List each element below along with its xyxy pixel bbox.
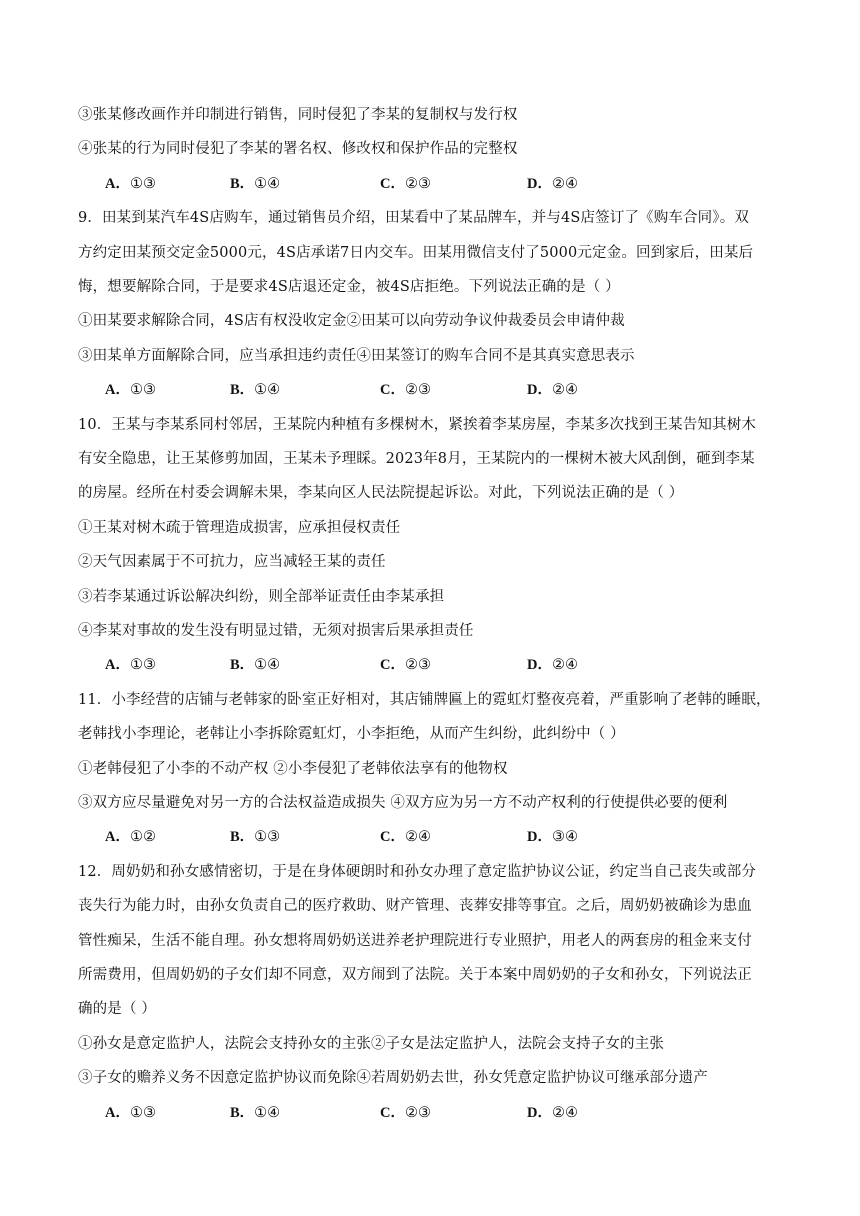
option-letter: B． [230, 176, 255, 192]
option-value: ③④ [551, 829, 578, 845]
option-value: ②③ [404, 657, 431, 673]
answer-option[interactable] [527, 380, 578, 400]
answer-options-row [78, 827, 778, 847]
option-letter: A． [105, 1105, 130, 1121]
option-letter: C． [380, 657, 405, 673]
question-text-line: ④李某对事故的发生没有明显过错，无须对损害后果承担责任 [78, 623, 474, 639]
option-letter: B． [230, 382, 255, 398]
option-value: ①④ [254, 1105, 281, 1121]
answer-option[interactable] [230, 380, 280, 400]
question-text-line: ①老韩侵犯了小李的不动产权 ②小李侵犯了老韩依法享有的他物权 [78, 761, 508, 777]
answer-option[interactable] [105, 1103, 156, 1123]
option-value: ①④ [254, 176, 281, 192]
option-value: ②③ [404, 176, 431, 192]
answer-option[interactable] [380, 827, 431, 847]
option-value: ②③ [404, 1105, 431, 1121]
option-letter: D． [527, 657, 552, 673]
question-text-line: ④张某的行为同时侵犯了李某的署名权、修改权和保护作品的完整权 [78, 141, 518, 157]
answer-options-row [78, 380, 778, 400]
option-letter: C． [380, 829, 405, 845]
option-value: ①③ [129, 657, 156, 673]
question-text-line: 悔，想要解除合同，于是要求4S店退还定金，被4S店拒绝。下列说法正确的是（ ） [78, 279, 620, 295]
answer-option[interactable] [380, 1103, 431, 1123]
answer-option[interactable] [230, 1103, 280, 1123]
option-letter: A． [105, 382, 130, 398]
option-value: ①② [129, 829, 156, 845]
option-value: ②④ [551, 382, 578, 398]
answer-options-row [78, 174, 778, 194]
answer-option[interactable] [527, 1103, 578, 1123]
question-text-line: 12．周奶奶和孙女感情密切，于是在身体硬朗时和孙女办理了意定监护协议公证，约定当自己丧失或部分 [78, 864, 756, 880]
answer-option[interactable] [380, 380, 431, 400]
answer-option[interactable] [230, 655, 280, 675]
question-text-line: 确的是（ ） [78, 1001, 157, 1017]
option-letter: C． [380, 176, 405, 192]
option-letter: B． [230, 1105, 255, 1121]
option-value: ①③ [254, 829, 281, 845]
option-letter: A． [105, 176, 130, 192]
option-value: ②④ [404, 829, 431, 845]
question-text-line: ③若李某通过诉讼解决纠纷，则全部举证责任由李某承担 [78, 589, 445, 605]
question-text-line: 丧失行为能力时，由孙女负责自己的医疗救助、财产管理、丧葬安排等事宜。之后，周奶奶被确诊为患血 [78, 898, 752, 914]
question-text-line: 管性痴呆，生活不能自理。孙女想将周奶奶送进养老护理院进行专业照护，用老人的两套房的租金来支付 [78, 933, 752, 949]
option-letter: D． [527, 829, 552, 845]
option-letter: A． [105, 657, 130, 673]
option-value: ②③ [404, 382, 431, 398]
option-letter: C． [380, 1105, 405, 1121]
option-letter: C． [380, 382, 405, 398]
option-letter: D． [527, 1105, 552, 1121]
answer-option[interactable] [527, 655, 578, 675]
question-text-line: ①田某要求解除合同，4S店有权没收定金②田某可以向劳动争议仲裁委员会申请仲裁 [78, 313, 625, 329]
answer-option[interactable] [527, 827, 578, 847]
option-value: ②④ [551, 1105, 578, 1121]
option-value: ②④ [551, 657, 578, 673]
option-letter: A． [105, 829, 130, 845]
question-text-line: ③子女的赡养义务不因意定监护协议而免除④若周奶奶去世，孙女凭意定监护协议可继承部分遗产 [78, 1070, 708, 1086]
option-value: ①③ [129, 176, 156, 192]
option-value: ②④ [551, 176, 578, 192]
answer-options-row [78, 1103, 778, 1123]
question-text-line: 老韩找小李理论，老韩让小李拆除霓虹灯，小李拒绝，从而产生纠纷，此纠纷中（ ） [78, 726, 625, 742]
answer-options-row [78, 655, 778, 675]
question-text-line: ①王某对树木疏于管理造成损害，应承担侵权责任 [78, 520, 401, 536]
answer-option[interactable] [105, 174, 156, 194]
option-value: ①④ [254, 657, 281, 673]
answer-option[interactable] [527, 174, 578, 194]
option-letter: B． [230, 657, 255, 673]
question-text-line: 所需费用，但周奶奶的子女们却不同意，双方闹到了法院。关于本案中周奶奶的子女和孙女，下列说法正 [78, 967, 752, 983]
question-text-line: 11．小李经营的店铺与老韩家的卧室正好相对，其店铺牌匾上的霓虹灯整夜亮着，严重影响了老韩的睡眠， [78, 692, 771, 708]
option-letter: D． [527, 382, 552, 398]
answer-option[interactable] [105, 380, 156, 400]
option-value: ①③ [129, 1105, 156, 1121]
answer-option[interactable] [230, 174, 280, 194]
answer-option[interactable] [380, 655, 431, 675]
question-text-line: ③双方应尽量避免对另一方的合法权益造成损失 ④双方应为另一方不动产权利的行使提供必要的便利 [78, 795, 728, 811]
answer-option[interactable] [105, 827, 156, 847]
question-text-line: 的房屋。经所在村委会调解未果，李某向区人民法院提起诉讼。对此，下列说法正确的是（ ） [78, 485, 684, 501]
option-letter: B． [230, 829, 255, 845]
option-letter: D． [527, 176, 552, 192]
question-text-line: 10．王某与李某系同村邻居，王某院内种植有多棵树木，紧挨着李某房屋，李某多次找到王某告知其树木 [78, 417, 756, 433]
question-text-line: 9．田某到某汽车4S店购车，通过销售员介绍，田某看中了某品牌车，并与4S店签订了《购车合同》。双 [78, 210, 749, 226]
answer-option[interactable] [380, 174, 431, 194]
question-text-line: ①孙女是意定监护人，法院会支持孙女的主张②子女是法定监护人，法院会支持子女的主张 [78, 1036, 664, 1052]
option-value: ①③ [129, 382, 156, 398]
option-value: ①④ [254, 382, 281, 398]
question-text-line: 方约定田某预交定金5000元，4S店承诺7日内交车。田某用微信支付了5000元定金。回到家后，田某后 [78, 245, 754, 261]
question-text-line: ②天气因素属于不可抗力，应当减轻王某的责任 [78, 554, 386, 570]
answer-option[interactable] [105, 655, 156, 675]
question-text-line: ③张某修改画作并印制进行销售，同时侵犯了李某的复制权与发行权 [78, 107, 518, 123]
question-text-line: 有安全隐患，让王某修剪加固，王某未予理睬。2023年8月，王某院内的一棵树木被大风刮倒，砸到李某 [78, 451, 755, 467]
answer-option[interactable] [230, 827, 280, 847]
question-text-line: ③田某单方面解除合同，应当承担违约责任④田某签订的购车合同不是其真实意思表示 [78, 348, 635, 364]
